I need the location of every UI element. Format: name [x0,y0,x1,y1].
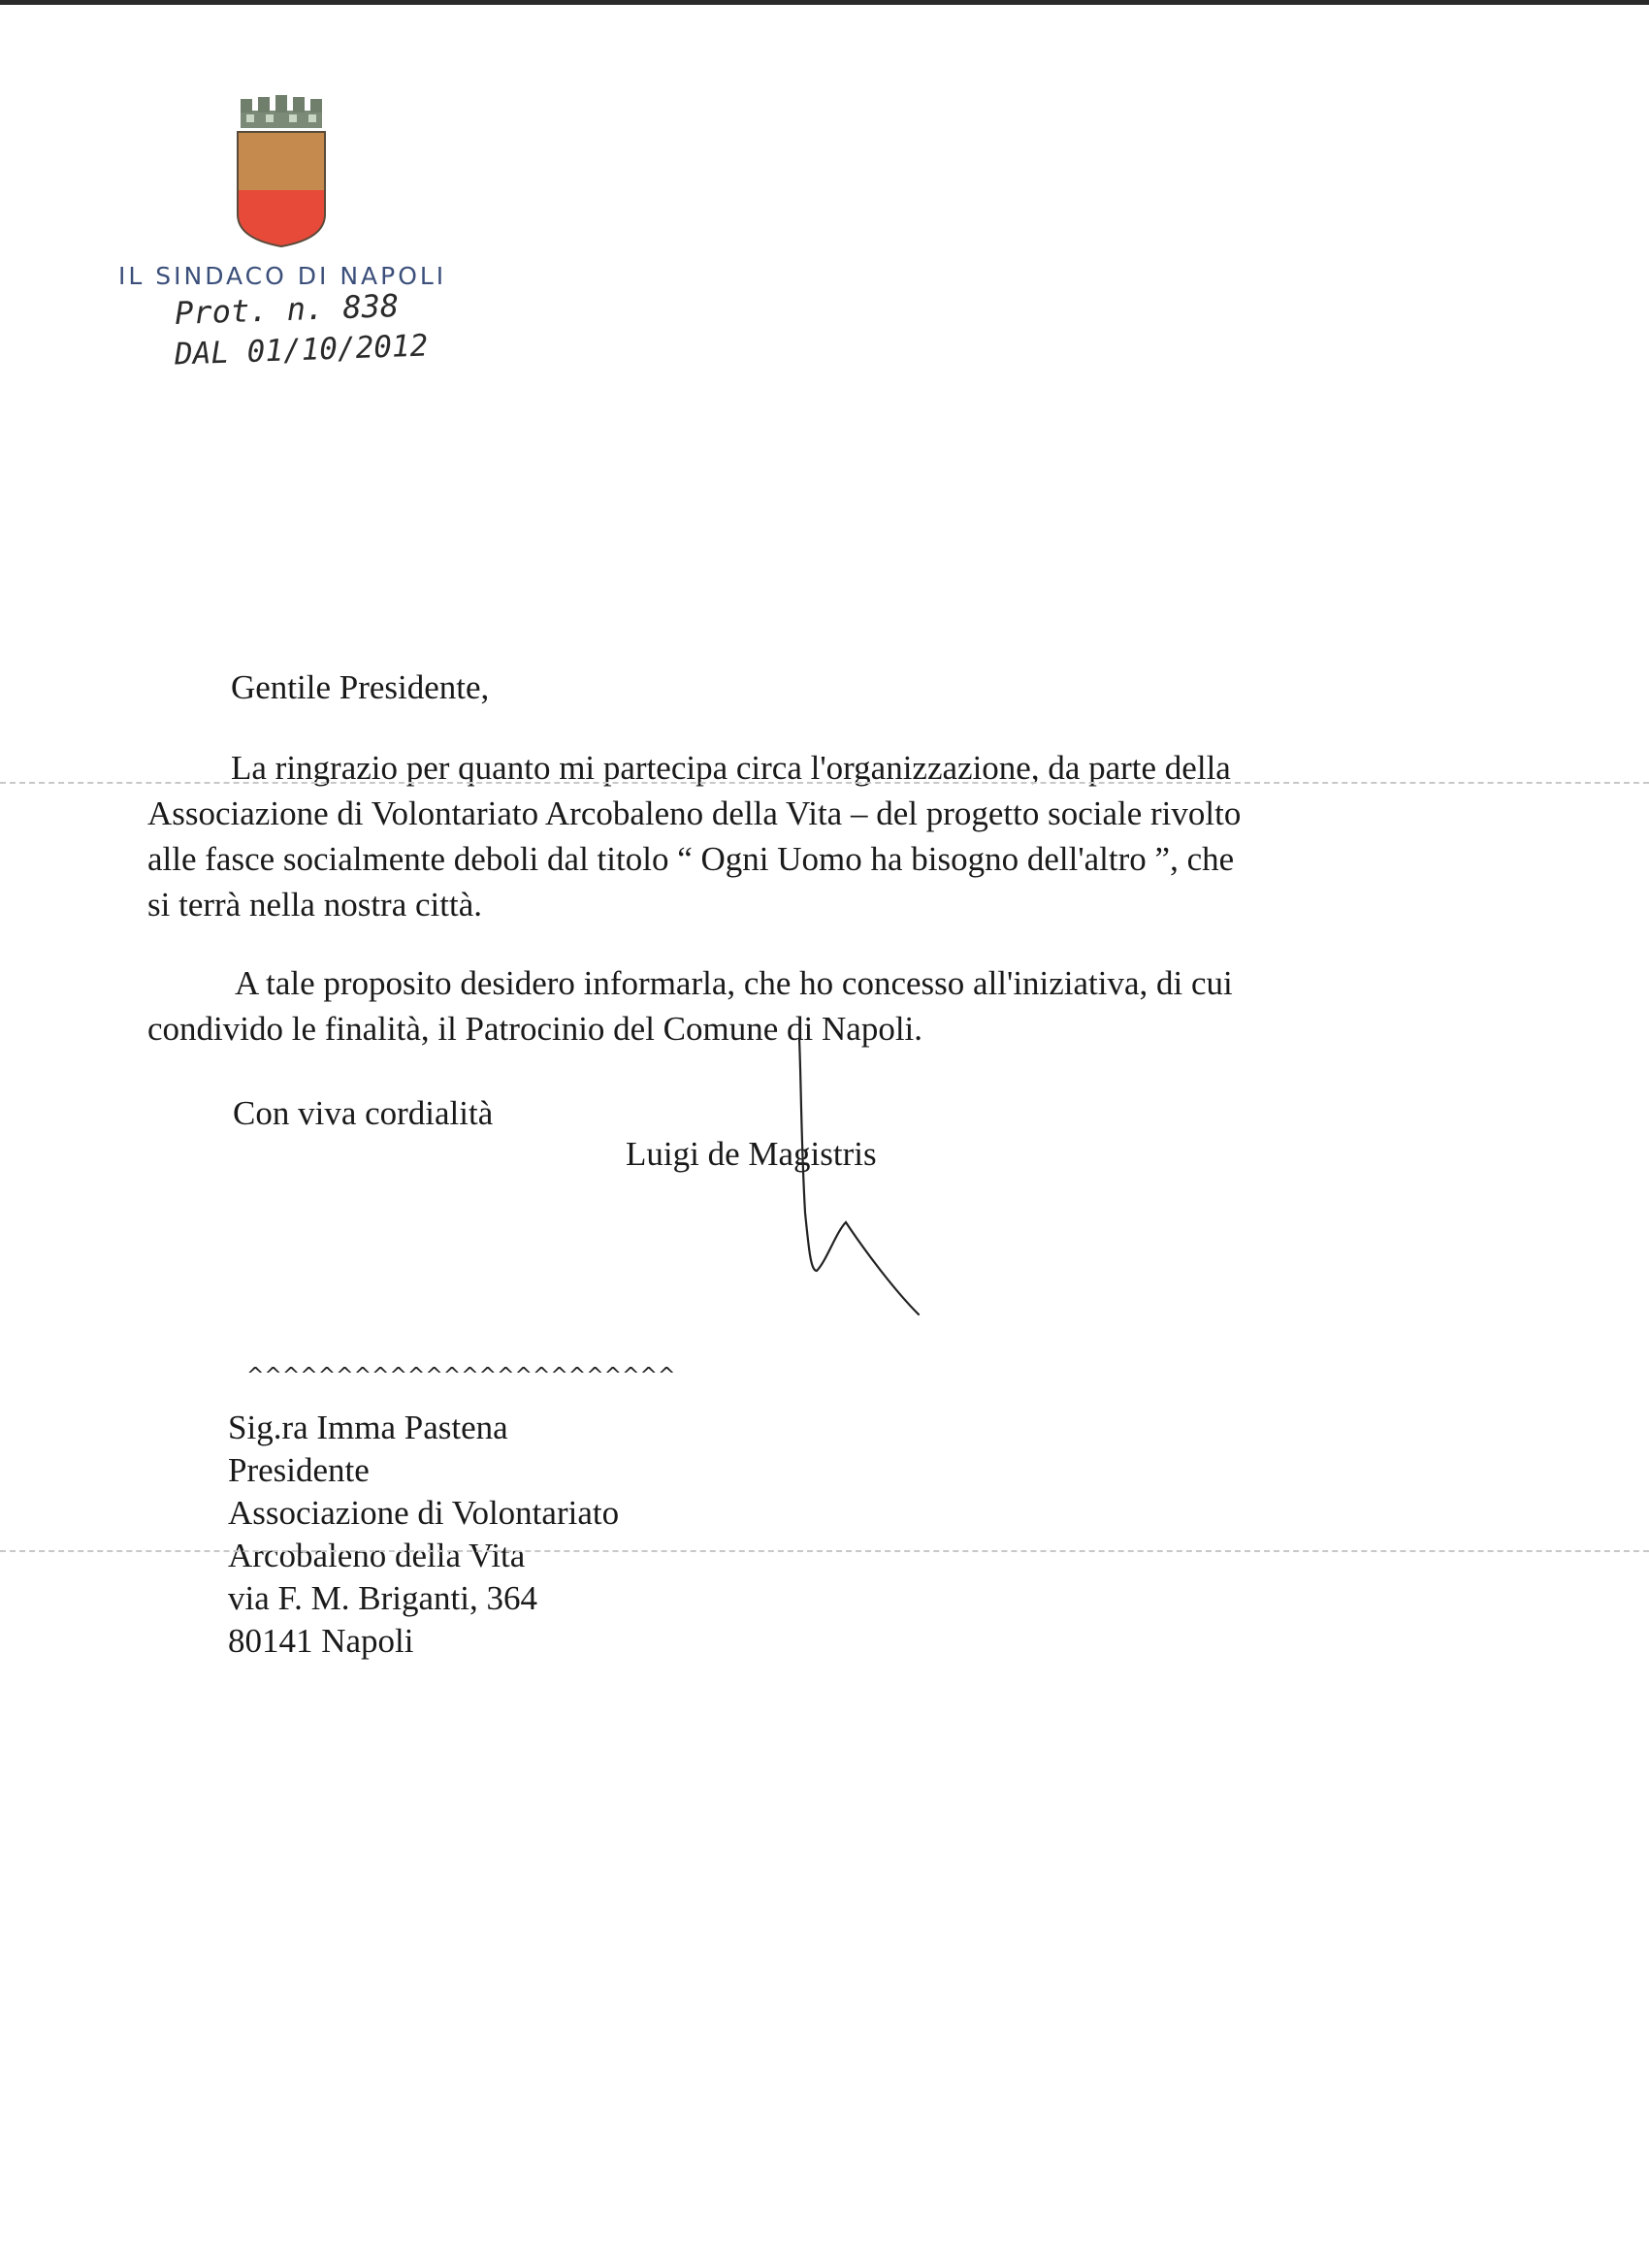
recipient-street: via F. M. Briganti, 364 [228,1579,537,1617]
paragraph-line: La ringrazio per quanto mi partecipa circa l'organizzazione, da parte della [231,749,1231,787]
napoli-coat-of-arms-icon [233,93,330,248]
separator-line: ^^^^^^^^^^^^^^^^^^^^^^^^ [246,1364,676,1388]
recipient-city: 80141 Napoli [228,1622,414,1660]
recipient-organization: Associazione di Volontariato [228,1494,620,1532]
closing: Con viva cordialità [233,1094,494,1132]
paragraph-line: A tale proposito desidero informarla, che ho concesso all'iniziativa, di cui [235,964,1233,1002]
letter-paragraph-2 [147,960,1370,1052]
handwritten-date: DAL 01/10/2012 [174,328,429,373]
mayor-header-title: IL SINDACO DI NAPOLI [118,262,447,290]
recipient-organization-name: Arcobaleno della Vita [228,1537,526,1574]
salutation: Gentile Presidente, [231,668,490,706]
recipient-title: Presidente [228,1451,370,1489]
paper-fold-line [0,1550,1649,1552]
letter-paragraph-1 [147,745,1370,927]
handwritten-protocol-number: Prot. n. 838 [174,286,400,333]
recipient-name: Sig.ra Imma Pastena [228,1409,508,1446]
paragraph-line: si terrà nella nostra città. [147,886,482,923]
paragraph-line: condivido le finalità, il Patrocinio del Comune di Napoli. [147,1010,923,1048]
paragraph-line: alle fasce socialmente deboli dal titolo “ Ogni Uomo ha bisogno dell'altro ”, che [147,840,1235,878]
scan-top-edge [0,0,1649,5]
paper-fold-line [0,782,1649,784]
paragraph-line: Associazione di Volontariato Arcobaleno della Vita – del progetto sociale rivolto [147,794,1242,832]
handwritten-signature [788,1028,933,1319]
signatory-name: Luigi de Magistris [626,1135,877,1173]
recipient-address [228,1407,619,1663]
